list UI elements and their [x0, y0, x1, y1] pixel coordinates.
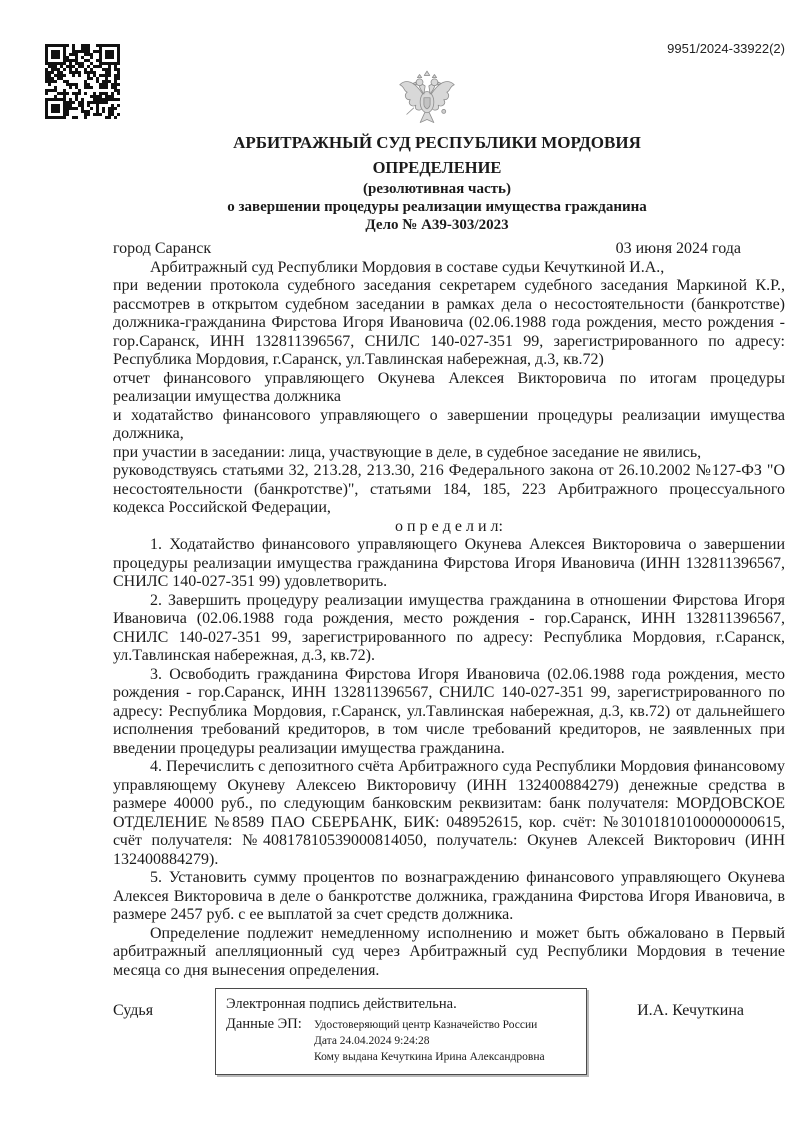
judge-label: Судья [113, 1002, 154, 1019]
stamp-valid-text: Электронная подпись действительна. [226, 996, 457, 1012]
paragraph: 3. Освободить гражданина Фирстова Игоря Ивановича (02.06.1988 года рождения, место рождения - гор.Саранск, ИНН 132811396567, СНИЛС 140-027-351 99, зарегистрированного по адресу: Республика Мордовия, г.Саранск, ул.Тавлинская набережная, д.3, кв.72) от дальнейшего исполнения требований кредиторов, в том числе требований кредиторов, не заявленных при введении процедуры реализации имущества гражданина. [113, 665, 785, 757]
document-subtitle: (резолютивная часть) [363, 181, 511, 197]
document-number: 9951/2024-33922(2) [667, 41, 785, 56]
electronic-signature-stamp [215, 988, 587, 1075]
paragraph: при участии в заседании: лица, участвующие в деле, в судебное заседание не явились, [113, 443, 702, 461]
paragraph: Определение подлежит немедленному исполнению и может быть обжаловано в Первый арбитражный апелляционный суд через Арбитражный суд Республики Мордовия в течение месяца со дня вынесения определения. [113, 924, 785, 979]
resolution-heading: о п р е д е л и л: [395, 517, 503, 535]
stamp-detail-issued: Кому выдана Кечуткина Ирина Александровна [314, 1051, 545, 1063]
court-name: АРБИТРАЖНЫЙ СУД РЕСПУБЛИКИ МОРДОВИЯ [233, 133, 641, 152]
stamp-detail-ca: Удостоверяющий центр Казначейство России [314, 1019, 538, 1031]
resolution-paragraphs [113, 536, 785, 980]
paragraph: 5. Установить сумму процентов по вознаграждению финансового управляющего Окунева Алексея Викторовича в деле о банкротстве должника, гражданина Фирстова Игоря Ивановича, в размере 2457 руб. с ее выплатой за счет средств должника. [113, 869, 785, 923]
paragraph: и ходатайство финансового управляющего о завершении процедуры реализации имущества должника, [113, 406, 785, 442]
document-subject: о завершении процедуры реализации имущества гражданина [227, 199, 647, 215]
qr-code-icon [45, 44, 120, 119]
city-label: город Саранск [113, 240, 212, 257]
paragraph: при ведении протокола судебного заседания секретарем судебного заседания Маркиной К.Р., рассмотрев в открытом судебном заседании в рамках дела о несостоятельности (банкротстве) должника-гражданина Фирстова Игоря Ивановича (02.06.1988 года рождения, место рождения - гор.Саранск, ИНН 132811396567, СНИЛС 140-027-351 99, зарегистрированного по адресу: Республика Мордовия, г.Саранск, ул.Тавлинская набережная, д.3, кв.72) [113, 277, 785, 368]
paragraph: 4. Перечислить с депозитного счёта Арбитражного суда Республики Мордовия финансовому управляющему Окуневу Алексею Викторовичу (ИНН 132400884279) денежные средства в размере 40000 руб., по следующим банковским реквизитам: банк получателя: МОРДОВСКОЕ ОТДЕЛЕНИЕ №8589 ПАО СБЕРБАНК, БИК: 048952615, кор. счёт: №30101810100000000615, счёт получателя: №40817810539000814050, получатель: Окунев Алексей Викторович (ИНН 132400884279). [113, 758, 785, 868]
stamp-detail-date: Дата 24.04.2024 9:24:28 [314, 1035, 430, 1047]
place-date-line [113, 240, 785, 259]
stamp-details [314, 1016, 545, 1065]
document-title: ОПРЕДЕЛЕНИЕ [372, 158, 502, 177]
paragraph: руководствуясь статьями 32, 213.28, 213.30, 216 Федерального закона от 26.10.2002 №127-ФЗ "О несостоятельности (банкротстве)", статьями 184, 185, 223 Арбитражного процессуального кодекса Российской Федерации, [113, 462, 785, 516]
judge-name: И.А. Кечуткина [637, 1002, 744, 1019]
case-number: Дело № А39-303/2023 [365, 217, 509, 233]
paragraph: Арбитражный суд Республики Мордовия в составе судьи Кечуткиной И.А., [150, 258, 665, 276]
paragraph: отчет финансового управляющего Окунева Алексея Викторовича по итогам процедуры реализации имущества должника [113, 369, 785, 405]
stamp-data-label: Данные ЭП: [226, 1016, 302, 1032]
signature-block [113, 988, 785, 1075]
paragraph: 1. Ходатайство финансового управляющего Окунева Алексея Викторовича о завершении процедуры реализации имущества гражданина Фирстова Игоря Ивановича (ИНН 132811396567, СНИЛС 140-027-351 99) удовлетворить. [113, 536, 785, 590]
paragraph: 2. Завершить процедуру реализации имущества гражданина в отношении Фирстова Игоря Ивановича (02.06.1988 года рождения, место рождения - гор.Саранск, ИНН 132811396567, СНИЛС 140-027-351 99, зарегистрированного по адресу: Республика Мордовия, г.Саранск, ул.Тавлинская набережная, д.3, кв.72). [113, 591, 785, 664]
date-label: 03 июня 2024 года [615, 240, 741, 257]
intro-paragraphs [113, 259, 785, 518]
coat-of-arms-icon [396, 69, 458, 129]
document-body [113, 240, 785, 1075]
